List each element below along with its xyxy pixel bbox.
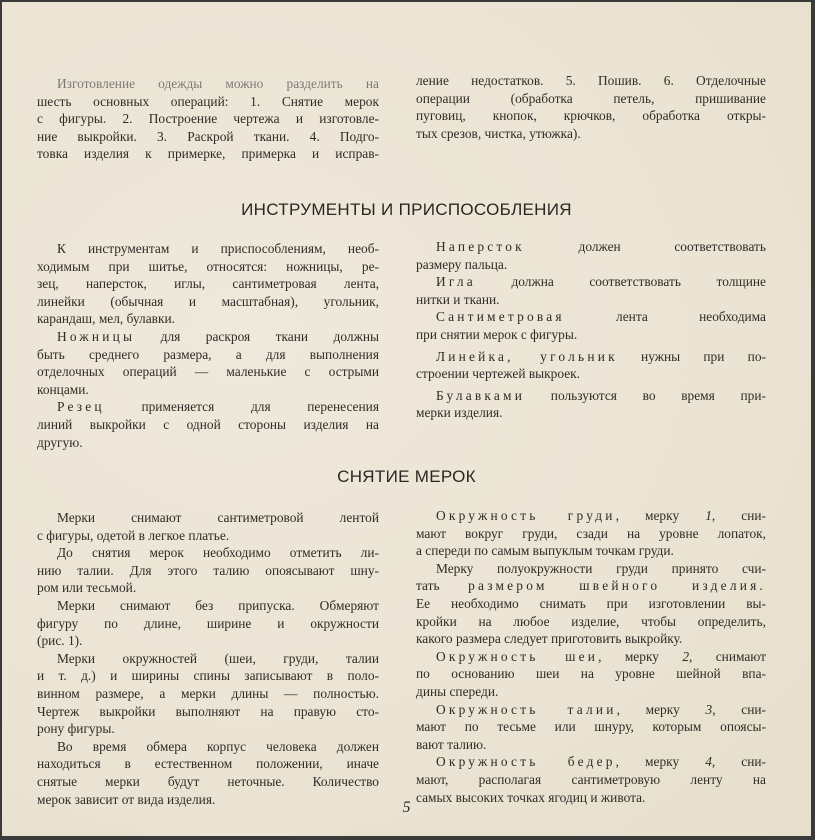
text-line: другую. xyxy=(37,434,83,450)
term-needle: Игла xyxy=(436,274,476,290)
term-scissors: Ножницы xyxy=(57,328,136,344)
text-line: ходимым при шитье, относятся: ножницы, ре- xyxy=(37,258,379,274)
text-line: по основанию шеи на уровне шейной впа- xyxy=(416,666,766,682)
text-line: Чертеж выкройки выполняют на правую сто- xyxy=(37,703,379,719)
text-line: линий выкройки с одной стороны изделия на xyxy=(37,416,379,432)
text-line: винном размере, а мерки длины — полностью. xyxy=(37,685,379,701)
text-line: дины спереди. xyxy=(416,683,499,699)
text-line: с фигуры. 2. Построение чертежа и изготовле- xyxy=(37,111,379,127)
text-line: Окружность шеи, мерку 2, снимают xyxy=(436,648,766,664)
text-line: Булавками пользуются во время при- xyxy=(436,387,766,403)
text-line: Мерку полуокружности груди принято счи- xyxy=(436,560,766,576)
term-waist: Окружность талии xyxy=(436,701,617,717)
text-line: мают вокруг груди, сзади на уровне лопаток, xyxy=(416,525,766,541)
term-cutter: Резец xyxy=(57,399,105,415)
text-line: Мерки снимают сантиметровой лентой xyxy=(57,510,379,525)
section-heading-measurements: СНЯТИЕ МЕРОК xyxy=(337,467,476,486)
text-line: Окружность бедер, мерку 4, сни- xyxy=(436,754,767,770)
text-line: К инструментам и приспособлениям, необ- xyxy=(57,241,379,256)
text-line: линейки (обычная и масштабная), угольник, xyxy=(37,293,379,309)
text-line: размеру пальца. xyxy=(416,256,508,272)
tools-left-column xyxy=(37,240,379,451)
book-page xyxy=(2,2,811,836)
text-line: Мерки снимают без припуска. Обмеряют xyxy=(57,597,379,613)
measure-number: 2 xyxy=(682,648,690,664)
text-line: Изготовление одежды можно разделить на xyxy=(57,76,379,91)
text-line: мерок зависит от вида изделия. xyxy=(37,791,216,807)
measure-number: 3 xyxy=(705,701,713,717)
text-line: Окружность груди, мерку 1, сни- xyxy=(436,508,767,523)
text-line: операции (обработка петель, пришивание xyxy=(416,90,766,106)
text-line: концами. xyxy=(37,381,89,397)
measurements-left-column xyxy=(37,509,379,808)
text-line: ление недостатков. 5. Пошив. 6. Отделочные xyxy=(416,73,766,88)
text-line: Игла должна соответствовать толщине xyxy=(436,274,766,290)
text-line: а спереди по самым выпуклым точкам груди. xyxy=(416,543,674,559)
text-line: До снятия мерок необходимо отметить ли- xyxy=(57,545,379,561)
text-line: фигуру по длине, ширине и окружности xyxy=(37,615,379,631)
term-neck: Окружность шеи xyxy=(436,648,599,664)
term-pins: Булавками xyxy=(436,387,526,403)
measurements-right-column xyxy=(416,507,766,806)
text-line: строении чертежей выкроек. xyxy=(416,366,581,382)
text-line: какого размера следует приготовить выкройку. xyxy=(416,631,683,647)
text-line: тых срезов, чистка, утюжка). xyxy=(416,125,581,141)
term-tape: Сантиметровая xyxy=(436,309,565,325)
text-line: карандаш, мел, булавки. xyxy=(37,311,175,327)
text-line: рону фигуры. xyxy=(37,721,115,737)
text-line: снятые мерки будут неточные. Количество xyxy=(37,773,379,789)
text-line: ром или тесьмой. xyxy=(37,580,137,596)
text-line: мают, располагая сантиметровую ленту на xyxy=(416,771,766,787)
term-ruler: Линейка, угольник xyxy=(436,348,618,364)
text-line: и т. д.) и ширины спины записывают в поло- xyxy=(37,668,379,684)
term-garment-size: размером швейного изделия. xyxy=(468,578,766,594)
term-hips: Окружность бедер xyxy=(436,754,616,770)
tools-right-column xyxy=(416,238,766,422)
term-chest: Окружность груди xyxy=(436,508,616,523)
text-line: зец, наперсток, иглы, сантиметровая лента, xyxy=(37,276,379,292)
page-number: 5 xyxy=(402,799,411,816)
text-line: Мерки окружностей (шеи, груди, талии xyxy=(57,650,379,666)
text-line: Наперсток должен соответствовать xyxy=(436,239,766,254)
text-line: нитки и ткани. xyxy=(416,291,500,307)
text-line: Линейка, угольник нужны при по- xyxy=(436,348,766,364)
term-thimble: Наперсток xyxy=(436,239,525,254)
intro-right-column xyxy=(416,72,766,142)
text-line: самых высоких точках ягодиц и живота. xyxy=(416,789,646,805)
text-line: мерки изделия. xyxy=(416,405,503,421)
measure-number: 1 xyxy=(705,508,712,523)
text-line: нию талии. Для этого талию опоясывают шну- xyxy=(37,562,379,578)
text-line: шесть основных операций: 1. Снятие мерок xyxy=(37,93,379,109)
text-line: тать размером швейного изделия. xyxy=(416,578,766,594)
text-line: Во время обмера корпус человека должен xyxy=(57,738,379,754)
measure-number: 4 xyxy=(705,754,712,770)
text-line: находиться в естественном положении, иначе xyxy=(37,756,379,772)
text-line: Окружность талии, мерку 3, сни- xyxy=(436,701,767,717)
text-line: с фигуры, одетой в легкое платье. xyxy=(37,527,230,543)
section-heading-tools: ИНСТРУМЕНТЫ И ПРИСПОСОБЛЕНИЯ xyxy=(241,200,572,219)
text-line: Ножницы для раскроя ткани должны xyxy=(57,328,379,344)
text-line: мают по тесьме или шнуру, которым опоясы- xyxy=(416,719,766,735)
text-line: вают талию. xyxy=(416,736,487,752)
text-line: пуговиц, кнопок, крючков, обработка откры- xyxy=(416,108,766,124)
text-line: Ее необходимо снимать при изготовлении вы- xyxy=(416,595,766,611)
text-line: отделочных операций — маленькие с острыми xyxy=(37,364,379,380)
text-line: Резец применяется для перенесения xyxy=(57,399,379,415)
text-line: быть среднего размера, а для выполнения xyxy=(37,346,379,362)
text-line: при снятии мерок с фигуры. xyxy=(416,326,578,342)
text-line: товка изделия к примерке, примерка и исправ- xyxy=(37,146,379,162)
text-line: Сантиметровая лента необходима xyxy=(436,309,766,325)
text-line: ние выкройки. 3. Раскрой ткани. 4. Подго- xyxy=(37,128,379,144)
text-line: кройки на любое изделие, чтобы определить, xyxy=(416,613,766,629)
text-line: (рис. 1). xyxy=(37,633,83,649)
intro-left-column xyxy=(37,75,379,163)
